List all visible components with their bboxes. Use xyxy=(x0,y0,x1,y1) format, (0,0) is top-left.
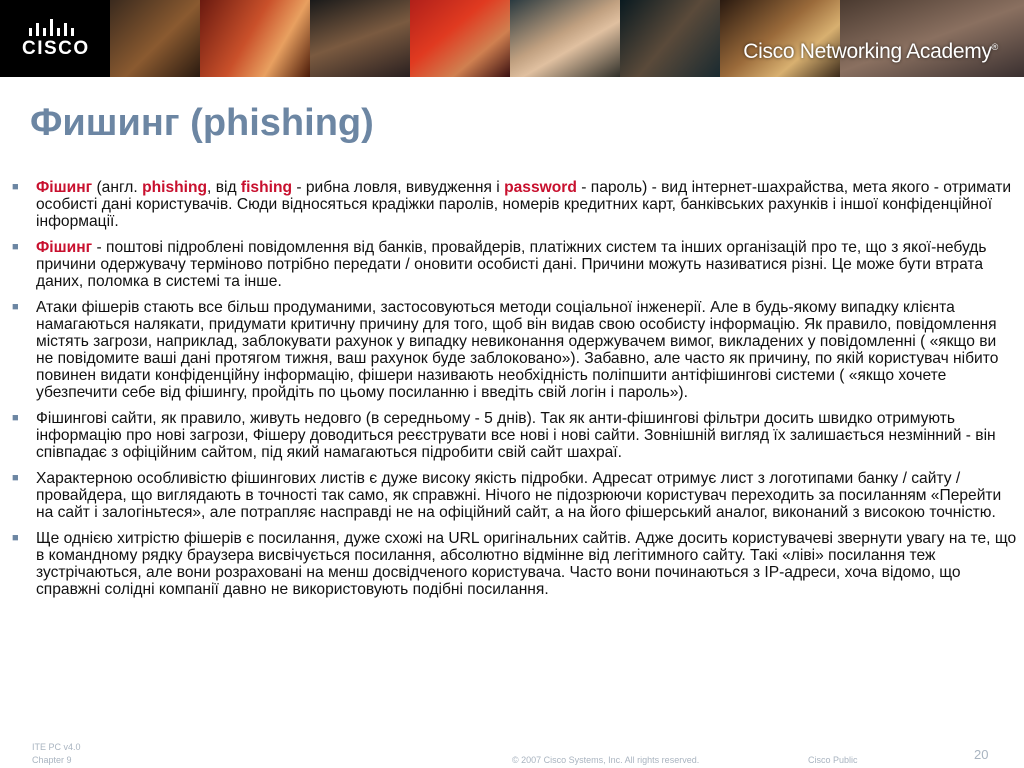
cisco-bars-icon xyxy=(27,18,87,38)
bullet-icon: ■ xyxy=(12,532,19,544)
banner-photo xyxy=(110,0,200,77)
footer-classification: Cisco Public xyxy=(808,755,858,765)
list-item: ■ Фішинг - поштові підроблені повідомлення від банків, провайдерів, платіжних систем та інших організацій про те, що з якої-небудь причини одержувачу терміново потрібно передати / оновити особисті дані. Причини можуть називатися різні. Це може бути втрата даних, поломка в системі та інше. xyxy=(12,239,987,290)
bullet-icon: ■ xyxy=(12,412,19,424)
banner-photo xyxy=(840,0,1024,77)
academy-title: Cisco Networking Academy® xyxy=(743,40,998,63)
footer-copyright: © 2007 Cisco Systems, Inc. All rights reserved. xyxy=(512,755,700,765)
list-item: ■ Фішинг (англ. phishing, від fishing - рибна ловля, вивудження і password - пароль) - вид інтернет-шахрайства, мета якого - отримати особисті дані користувачів. Сюди відносяться крадіжки паролів, номерів кредитних карт, банківських рахунків і іншої конфіденційної інформації. xyxy=(12,179,1012,230)
banner-photo xyxy=(720,0,840,77)
bullet-icon: ■ xyxy=(12,472,19,484)
banner-photo xyxy=(510,0,620,77)
banner-photo xyxy=(410,0,510,77)
cisco-logo xyxy=(0,0,110,77)
footer-chapter: Chapter 9 xyxy=(32,755,72,765)
list-item: ■ Характерною особливістю фішингових листів є дуже високу якість підробки. Адресат отримує лист з логотипами банку / сайту / провайдера, що виглядають в точності так само, як справжні. Нічого не підозрюючи користувач переходить за посиланням «Перейти на сайт і залогіньтеся», але потрапляє насправді не на офіційний сайт, а на його фішерський аналог, виконаний з високою точністю. xyxy=(12,470,1002,521)
bullet-list xyxy=(12,179,1017,607)
list-item: ■ Ще однією хитрістю фішерів є посилання, дуже схожі на URL оригінальних сайтів. Адже досить користувачеві звернути увагу на те, що в командному рядку браузера висвічується посилання, абсолютно відмінне від легітимного сайту. Такі «ліві» посилання теж зустрічаються, але вони розраховані на менш досвідченого користувача. Часто вони починаються з IP-адреси, хоча відомо, що справжні солідні компанії давно не використовують подібні посилання. xyxy=(12,530,1017,598)
page-number: 20 xyxy=(974,747,989,762)
footer-version: ITE PC v4.0 xyxy=(32,742,81,752)
cisco-wordmark: CISCO xyxy=(22,38,90,59)
bullet-icon: ■ xyxy=(12,241,19,253)
header-banner xyxy=(0,0,1024,77)
banner-photo xyxy=(620,0,720,77)
bullet-icon: ■ xyxy=(12,301,19,313)
banner-photo xyxy=(200,0,310,77)
bullet-icon: ■ xyxy=(12,181,19,193)
list-item: ■ Атаки фішерів стають все більш продуманими, застосовуються методи соціальної інженерії. Але в будь-якому випадку клієнта намагаються налякати, придумати критичну причину для того, щоб він видав свою особисту інформацію. Як правило, повідомлення містять загрози, наприклад, заблокувати рахунок у випадку невиконання одержувачем вимог, викладених у повідомленні ( «якщо ви не повідомите ваші дані протягом тижня, ваш рахунок буде заблоковано»). Забавно, але часто як причину, по якій користувач нібито повинен видати конфіденційну інформацію, фішери називають необхідність поліпшити антіфішингові системи ( «якщо хочете убезпечити себе від фішингу, пройдіть по цьому посиланню і введіть свій логін і пароль»). xyxy=(12,299,999,401)
list-item: ■ Фішингові сайти, як правило, живуть недовго (в середньому - 5 днів). Так як анти-фішингові фільтри досить швидко отримують інформацію про нові загрози, Фішеру доводиться реєструвати все нові і нові сайти. Зовнішній вигляд їх залишається незмінний - він співпадає з офіційним сайтом, під який намагаються підробити свій сайт шахраї. xyxy=(12,410,996,461)
slide-title: Фишинг (phishing) xyxy=(30,102,374,144)
banner-photo xyxy=(310,0,410,77)
